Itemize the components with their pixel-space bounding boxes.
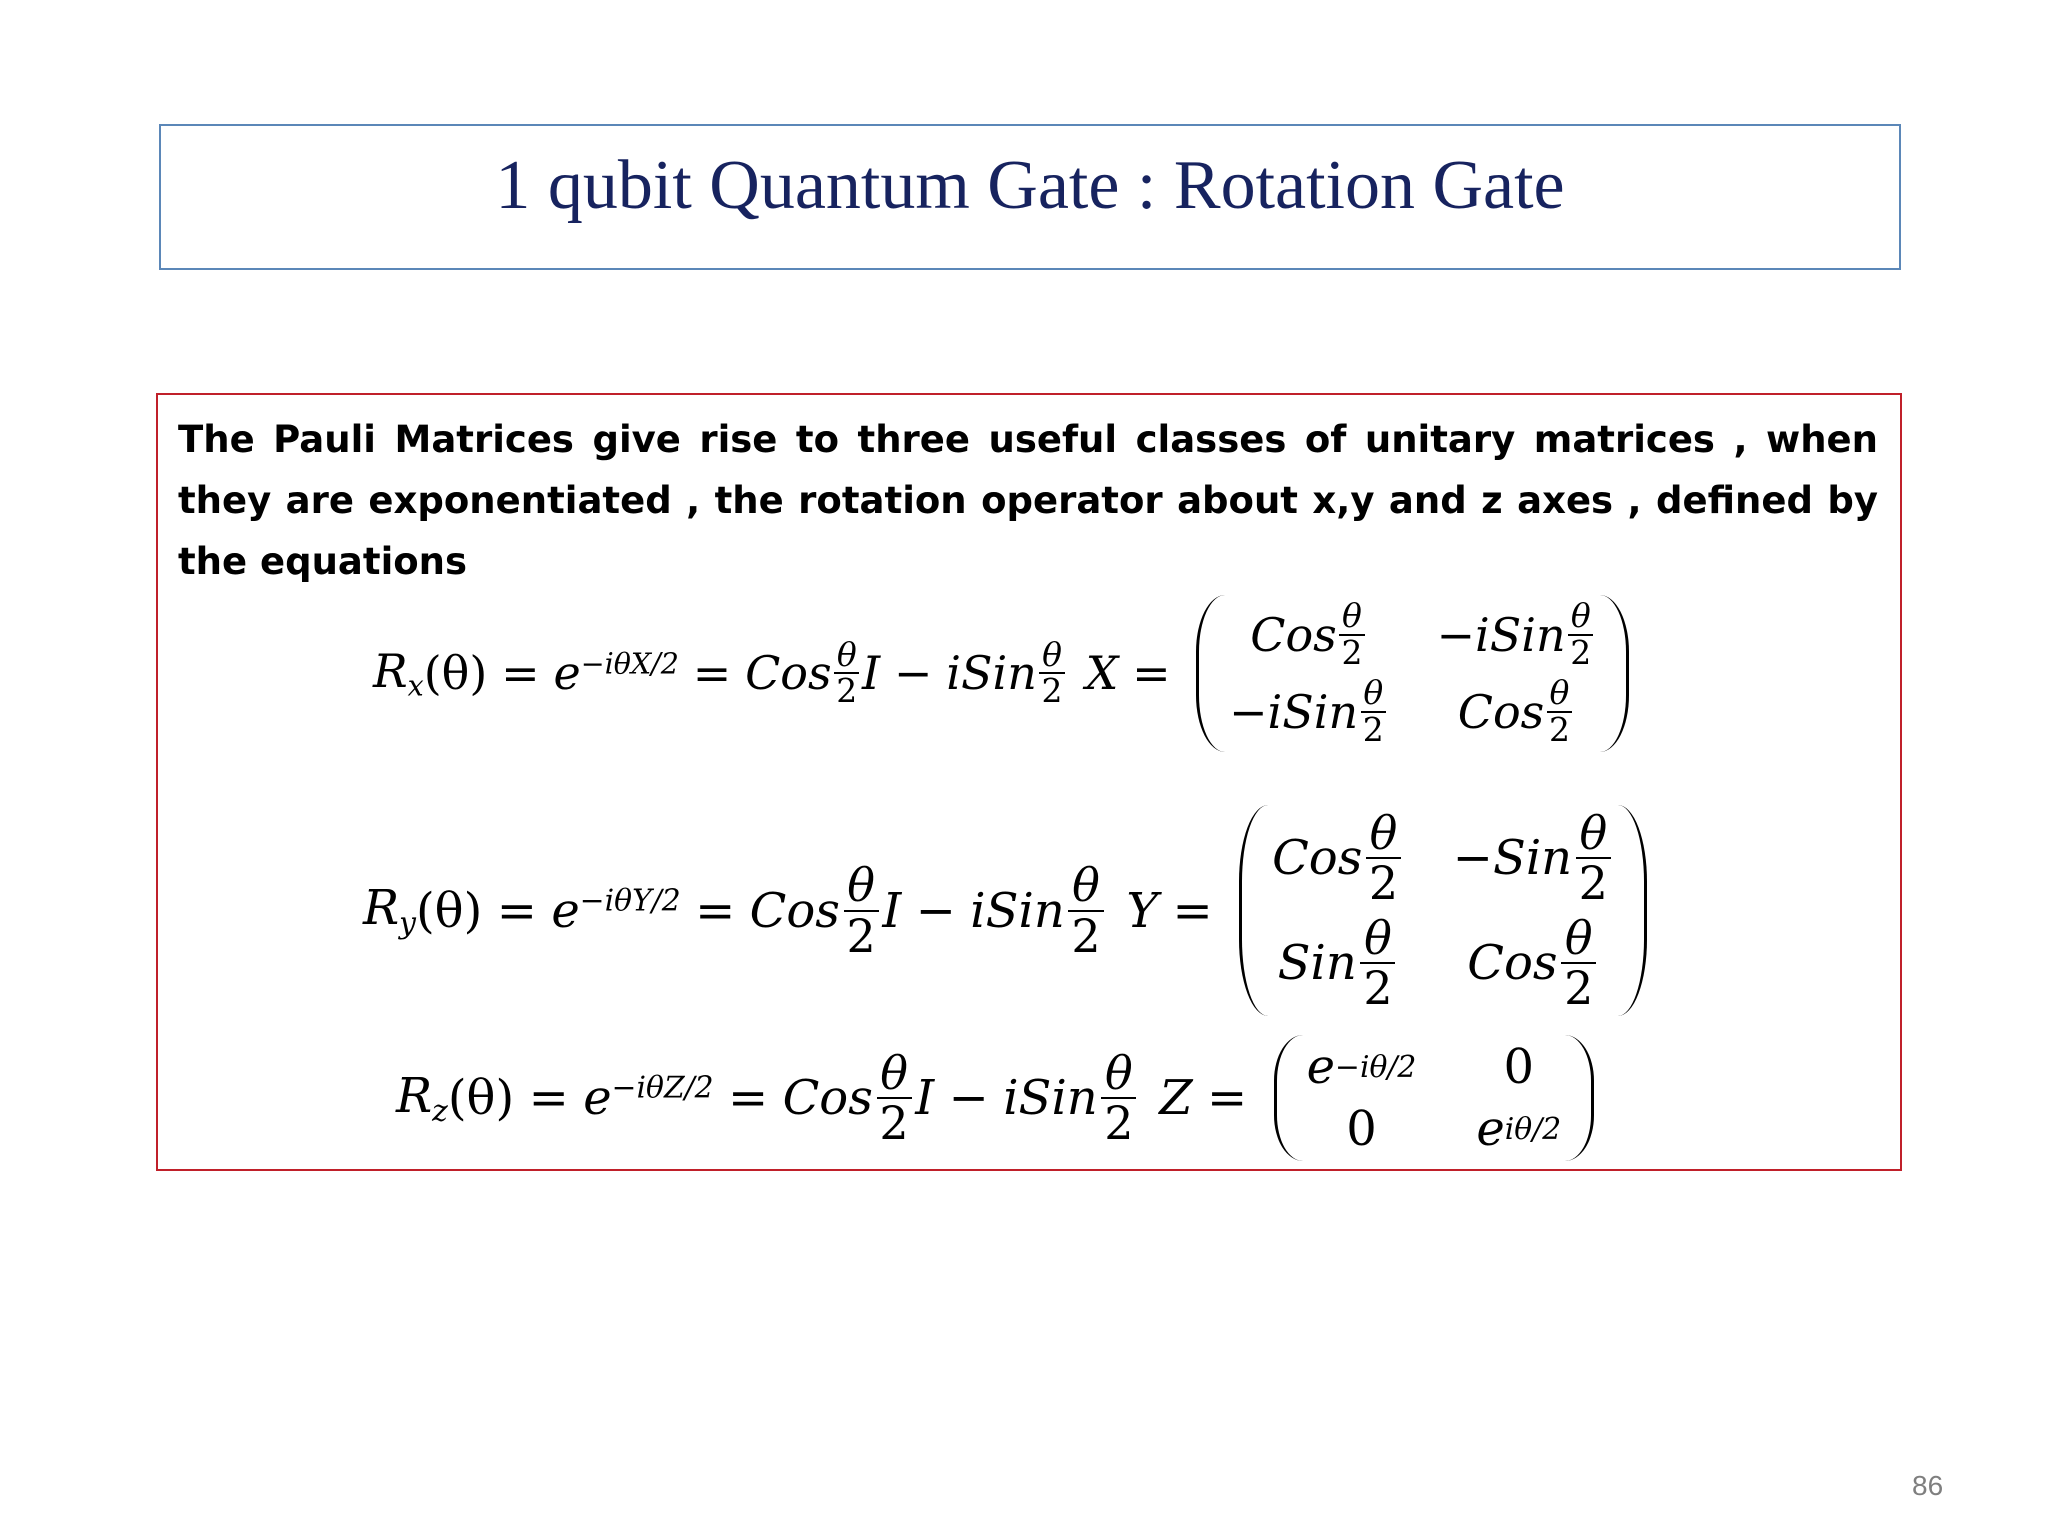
rz-left-paren: [1274, 1035, 1303, 1161]
rz-isin: iSin: [1003, 1070, 1098, 1126]
page-number: 86: [1912, 1470, 1944, 1501]
rz-m21: 0: [1346, 1101, 1377, 1157]
rz-half-theta-2: $\frac{\theta}{2}$: [1101, 1049, 1136, 1148]
rz-equation: [396, 1035, 1594, 1161]
ry-exponential: $e^{-i\theta Y/2}$: [551, 882, 681, 939]
ry-m12: −Sin $\frac{\theta}{2}$: [1453, 809, 1615, 908]
rz-eq-2: =: [727, 1070, 769, 1126]
rx-name: $R_x$: [373, 644, 424, 703]
rx-right-paren: [1600, 595, 1629, 752]
ry-half-theta-1: $\frac{\theta}{2}$: [844, 861, 879, 960]
ry-m11: Cos $\frac{\theta}{2}$: [1272, 809, 1405, 908]
ry-eq-2: =: [695, 882, 736, 939]
ry-arg: (θ): [415, 882, 483, 939]
rx-eq-2: =: [692, 646, 732, 701]
content-box: [156, 393, 1902, 1171]
rx-isin: iSin: [946, 646, 1037, 701]
ry-m22: Cos $\frac{\theta}{2}$: [1453, 914, 1615, 1013]
rx-m12: −iSin $\frac{\theta}{2}$: [1436, 599, 1595, 670]
ry-m21: Sin $\frac{\theta}{2}$: [1272, 914, 1405, 1013]
rz-minus: −: [948, 1070, 989, 1126]
rz-m11: e −iθ/2: [1306, 1039, 1417, 1095]
rz-m12: 0: [1503, 1039, 1535, 1095]
rz-cos: Cos: [782, 1070, 873, 1126]
rx-eq-3: =: [1132, 646, 1171, 701]
ry-minus: −: [915, 882, 956, 939]
ry-identity: I: [882, 882, 902, 939]
rx-matrix: [1196, 595, 1629, 752]
rz-exponential: $e^{-i\theta Z/2}$: [583, 1070, 714, 1126]
ry-equation: [363, 805, 1647, 1016]
rz-name: $R_z$: [396, 1067, 448, 1129]
rx-eq-1: =: [501, 646, 540, 701]
title-box: [159, 124, 1901, 270]
ry-eq-1: =: [496, 882, 537, 939]
rx-minus: −: [893, 646, 933, 701]
rx-cos: Cos: [745, 646, 832, 701]
rz-pauli: Z: [1159, 1070, 1193, 1126]
rx-left-paren: [1196, 595, 1225, 752]
rz-identity: I: [915, 1070, 935, 1126]
ry-isin: iSin: [970, 882, 1065, 939]
ry-right-paren: [1618, 805, 1647, 1016]
rz-matrix: [1274, 1035, 1595, 1161]
rx-equation: [373, 595, 1629, 752]
rz-arg: (θ): [447, 1070, 515, 1126]
rx-identity: I: [861, 646, 881, 701]
intro-paragraph: The Pauli Matrices give rise to three useful classes of unitary matrices , when they are exponentiated , the rotation operator about x,y and z axes , defined by the equations: [178, 418, 1878, 583]
ry-cos: Cos: [749, 882, 840, 939]
ry-half-theta-2: $\frac{\theta}{2}$: [1068, 861, 1103, 960]
rz-eq-1: =: [528, 1070, 569, 1126]
rx-pauli: X: [1085, 646, 1119, 701]
slide-title: 1 qubit Quantum Gate : Rotation Gate: [495, 147, 1565, 224]
ry-left-paren: [1239, 805, 1268, 1016]
rx-arg: (θ): [423, 646, 488, 701]
rx-half-theta-2: $\frac{\theta}{2}$: [1039, 638, 1064, 709]
rx-half-theta-1: $\frac{\theta}{2}$: [834, 638, 859, 709]
ry-name: $R_y$: [363, 880, 416, 942]
rx-exponential: $e^{-i\theta X/2}$: [553, 646, 679, 701]
ry-pauli: Y: [1126, 882, 1159, 939]
rz-eq-3: =: [1207, 1070, 1248, 1126]
rz-right-paren: [1565, 1035, 1594, 1161]
ry-eq-3: =: [1172, 882, 1213, 939]
ry-matrix: [1239, 805, 1647, 1016]
rx-m21: −iSin $\frac{\theta}{2}$: [1229, 676, 1388, 747]
rz-half-theta-1: $\frac{\theta}{2}$: [877, 1049, 912, 1148]
rx-m22: Cos $\frac{\theta}{2}$: [1436, 676, 1595, 747]
rx-m11: Cos $\frac{\theta}{2}$: [1229, 599, 1388, 670]
rz-m22: e iθ/2: [1476, 1101, 1562, 1157]
